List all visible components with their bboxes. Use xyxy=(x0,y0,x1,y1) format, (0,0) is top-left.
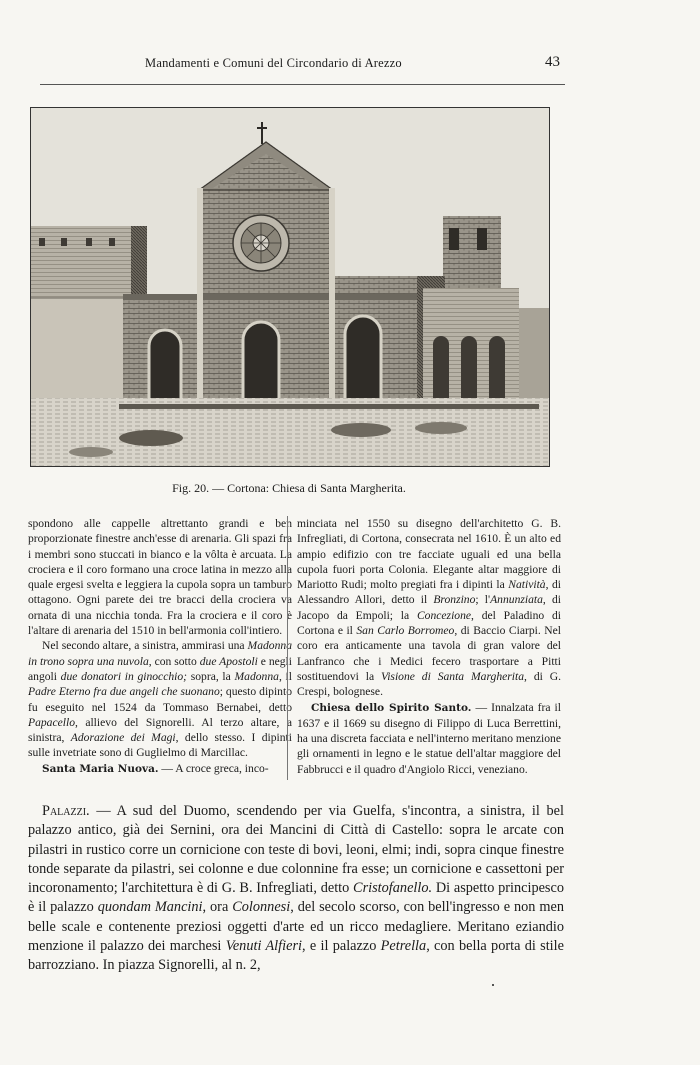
text-run: sopra, la xyxy=(187,669,235,683)
styled-run: Chiesa dello Spirito Santo. xyxy=(311,701,472,714)
styled-run: Santa Maria Nuova. xyxy=(42,762,159,775)
full-width-text xyxy=(28,802,564,976)
styled-run: Visione di Santa Margherita xyxy=(380,669,525,683)
styled-run: Papacello xyxy=(28,715,76,729)
text-run: spondono alle cappelle altrettanto grandi e ben proporzionate finestre anch'esse di arenaria. Gli spazi fra i membri sono stuccati in bianco e la vôlta è arcuata. La crociera e il coro formano una croce latina in mezzo alla quale ergesi svelta e leggiera la cupola sopra un tamburo ottagono. Ogni parete dei tre bracci della crociera va ornata di una nicchia tonda. Fra la crociera e il coro è l'altare di arenaria del 1510 in bell'armonia coll'intiero. xyxy=(28,517,292,638)
styled-run: quondam Mancini xyxy=(97,899,203,916)
text-run: , allievo del Signorelli. Al terzo altare, a sinistra, xyxy=(28,715,292,745)
text-run: , e il palazzo xyxy=(301,938,381,955)
text-run: , del secolo scorso, con bell'ingresso e non men belle scale e contenente preziosi oggetti d'arte ed un ricco medagliere. Meritano eziandio menzione il palazzo dei marchesi xyxy=(28,899,565,955)
styled-run: Colonnesi xyxy=(232,899,291,916)
text-run: ; questo dipinto fu eseguito nel 1524 da Tommaso Bernabei, detto xyxy=(28,685,292,714)
text-run: minciata nel 1550 su disegno dell'architetto G. B. Infregliati, di Cortona, consecrata nel 1610. È un alto ed ampio edifizio con tre facciate uguali ed una bella cupola fuori porta Colonia. Elegante altar maggiore di Mariotto Rudi; molto pregiati fra i dipinti la xyxy=(297,517,561,592)
text-run: , con bella porta di stile barrozziano. In piazza Signorelli, al n. 2, xyxy=(28,938,564,974)
text-run: , di Baccio Ciarpi. Nel coro era anticamente una tavola di gran valore del Lanfranco che i Medici fecero trasportare a Pitti sostituendovi la xyxy=(297,624,561,683)
styled-run: Bronzino xyxy=(433,593,476,607)
header-rule xyxy=(40,84,565,85)
church-engraving xyxy=(30,107,550,467)
printer-mark xyxy=(492,984,494,986)
styled-run: San Carlo Borromeo xyxy=(356,624,455,638)
paragraph xyxy=(28,516,292,638)
text-run: — A sud del Duomo, scendendo per via Guelfa, s'incontra, a sinistra, il bel palazzo antico, già dei Sernini, ora dei Mancini di Città di Castello: sopra le arcate con pilastri in rustico corre un cornicione con teste di bovi, leoni, elmi; indi, sopra cinque finestre tonde separate da pilastri, sei colonne e due colonnine fra esse; un cornicione e cassettoni per incoronamento; l'architettura è di G. B. Infregliati, detto xyxy=(28,803,564,897)
text-run: , dello stesso. I dipinti sulle invetriate sono di Guglielmo di Marcillac. xyxy=(28,731,292,760)
text-run: , con sotto xyxy=(148,654,200,668)
styled-run: Concezione xyxy=(416,608,472,622)
text-run: — Innalzata fra il 1637 e il 1669 su disegno di Filippo di Luca Berrettini, ha una discreta facciata e nell'interno meritano menzione gli ornamenti in legno e le statue dell'altar maggiore del Fabbrucci e il quadro d'Angiolo Ricci, veneziano. xyxy=(297,700,561,776)
paragraph xyxy=(28,761,292,777)
paragraph xyxy=(28,638,292,760)
text-run: Nel secondo altare, a sinistra, ammirasi una xyxy=(42,639,248,653)
styled-run: Venuti Alfieri xyxy=(225,938,302,955)
text-run: Di aspetto principesco è il palazzo xyxy=(28,880,564,916)
styled-run: Petrella xyxy=(380,938,427,955)
text-run: , il xyxy=(278,669,292,683)
column-right xyxy=(297,516,561,777)
text-run: , di Alessandro Allori, detto il xyxy=(297,578,561,607)
styled-run: Cristofanello. xyxy=(353,880,433,897)
text-run: , di Jacopo da Empoli; la xyxy=(297,593,561,622)
ground xyxy=(31,398,549,466)
column-left xyxy=(28,516,292,777)
styled-run: Padre Eterno fra due angeli che suonano xyxy=(28,685,220,699)
styled-run: Madonna in trono sopra una nuvola xyxy=(28,639,292,668)
styled-run: Natività xyxy=(508,578,546,592)
paragraph xyxy=(297,700,561,777)
text-run: , ora xyxy=(202,899,233,916)
running-head: Mandamenti e Comuni del Circondario di Arezzo xyxy=(145,56,402,70)
page-number: 43 xyxy=(545,54,560,70)
paragraph xyxy=(297,516,561,700)
text-run: ; l' xyxy=(475,593,491,607)
styled-run: Madonna xyxy=(234,669,279,683)
styled-run: due donatori in ginocchio; xyxy=(60,669,188,683)
text-run: , del Paladino di Cortona e il xyxy=(297,608,561,638)
styled-run: Annunziata xyxy=(490,593,543,607)
figure-caption: Fig. 20. — Cortona: Chiesa di Santa Margherita. xyxy=(172,481,406,495)
styled-run: Adorazione dei Magi xyxy=(70,731,176,745)
page-header xyxy=(40,56,565,78)
column-divider xyxy=(287,516,288,780)
text-run: , di G. Crespi, bolognese. xyxy=(297,669,561,699)
paragraph xyxy=(28,802,564,976)
text-run: e negli angoli xyxy=(28,654,292,683)
styled-run: Palazzi. xyxy=(42,803,90,819)
styled-run: due Apostoli xyxy=(199,654,258,668)
church-illustration xyxy=(31,108,549,466)
text-run: — A croce greca, inco- xyxy=(158,761,269,775)
